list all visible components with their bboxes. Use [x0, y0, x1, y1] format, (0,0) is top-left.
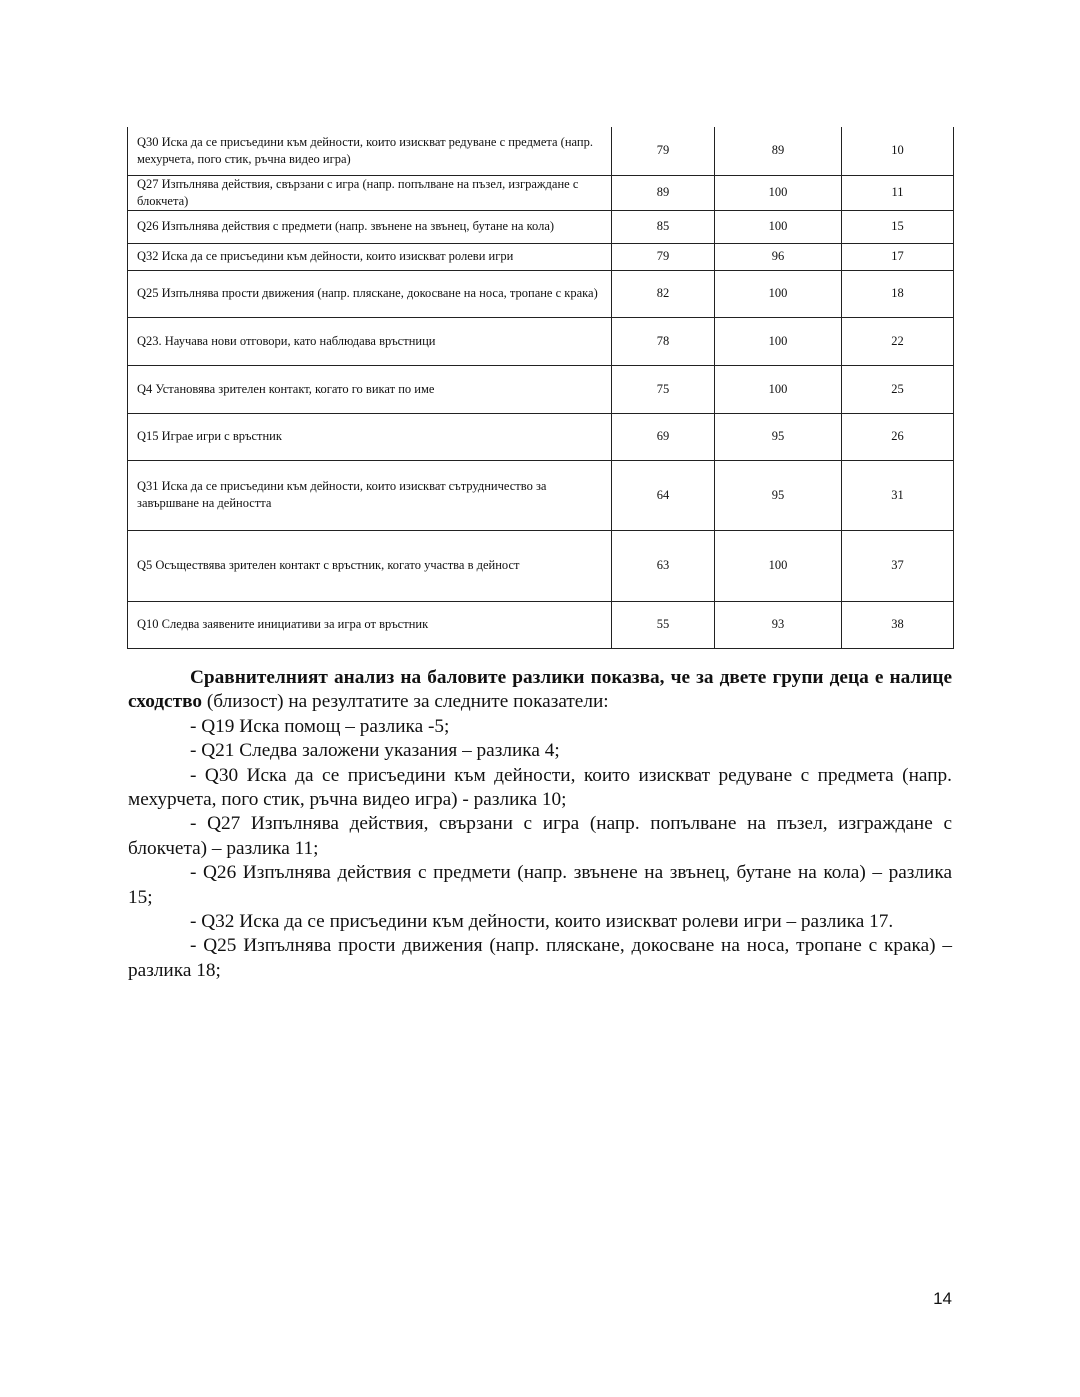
group1-score-cell: 75 — [612, 365, 715, 413]
intro-paragraph — [128, 666, 952, 715]
list-item: - Q25 Изпълнява прости движения (напр. пляскане, докосване на носа, тропане с крака) – разлика 18; — [128, 935, 952, 981]
question-cell: Q4 Установява зрителен контакт, когато го викат по име — [128, 365, 612, 413]
list-item: - Q21 Следва заложени указания – разлика 4; — [190, 740, 560, 762]
list-item: - Q26 Изпълнява действия с предмети (напр. звънене на звънец, бутане на кола) – разлика 15; — [128, 862, 952, 908]
difference-cell: 25 — [842, 365, 954, 413]
difference-cell: 22 — [842, 317, 954, 365]
difference-cell: 15 — [842, 210, 954, 243]
page-number: 14 — [933, 1289, 952, 1308]
difference-cell: 37 — [842, 530, 954, 601]
difference-cell: 31 — [842, 460, 954, 530]
table-row — [128, 530, 954, 601]
table-row — [128, 270, 954, 317]
group2-score-cell: 95 — [715, 413, 842, 460]
group2-score-cell: 95 — [715, 460, 842, 530]
question-cell: Q15 Играе игри с връстник — [128, 413, 612, 460]
group2-score-cell: 100 — [715, 270, 842, 317]
group1-score-cell: 64 — [612, 460, 715, 530]
question-cell: Q26 Изпълнява действия с предмети (напр. звънене на звънец, бутане на кола) — [128, 210, 612, 243]
group1-score-cell: 55 — [612, 601, 715, 648]
table-row — [128, 175, 954, 210]
group2-score-cell: 89 — [715, 127, 842, 175]
group1-score-cell: 69 — [612, 413, 715, 460]
difference-cell: 17 — [842, 243, 954, 270]
group2-score-cell: 100 — [715, 317, 842, 365]
list-item: - Q32 Иска да се присъедини към дейности, които изискват ролеви игри – разлика 17. — [190, 911, 894, 933]
table-row — [128, 243, 954, 270]
table-row — [128, 413, 954, 460]
table-row — [128, 460, 954, 530]
group1-score-cell: 63 — [612, 530, 715, 601]
group1-score-cell: 89 — [612, 175, 715, 210]
group2-score-cell: 100 — [715, 175, 842, 210]
table-row — [128, 127, 954, 175]
difference-cell: 11 — [842, 175, 954, 210]
list-item: - Q19 Иска помощ – разлика -5; — [190, 715, 450, 737]
question-cell: Q27 Изпълнява действия, свързани с игра (напр. попълване на пъзел, изграждане с блокчета) — [128, 175, 612, 210]
intro-rest: (близост) на резултатите за следните показатели: — [202, 691, 609, 713]
difference-cell: 26 — [842, 413, 954, 460]
question-cell: Q31 Иска да се присъедини към дейности, които изискват сътрудничество за завършване на дейността — [128, 460, 612, 530]
analysis-text — [128, 666, 952, 983]
group2-score-cell: 100 — [715, 530, 842, 601]
list-item: - Q30 Иска да се присъедини към дейности, които изискват редуване с предмета (напр. мехурчета, пого стик, ръчна видео игра) - разлика 10; — [128, 764, 952, 811]
table-row — [128, 601, 954, 648]
group2-score-cell: 96 — [715, 243, 842, 270]
table-row — [128, 317, 954, 365]
difference-cell: 38 — [842, 601, 954, 648]
group2-score-cell: 100 — [715, 365, 842, 413]
group1-score-cell: 79 — [612, 243, 715, 270]
question-cell: Q25 Изпълнява прости движения (напр. пляскане, докосване на носа, тропане с крака) — [128, 270, 612, 317]
group2-score-cell: 100 — [715, 210, 842, 243]
table-row — [128, 210, 954, 243]
group1-score-cell: 79 — [612, 127, 715, 175]
question-cell: Q32 Иска да се присъедини към дейности, които изискват ролеви игри — [128, 243, 612, 270]
difference-cell: 10 — [842, 127, 954, 175]
group1-score-cell: 85 — [612, 210, 715, 243]
question-cell: Q10 Следва заявените инициативи за игра от връстник — [128, 601, 612, 648]
group2-score-cell: 93 — [715, 601, 842, 648]
question-cell: Q30 Иска да се присъедини към дейности, които изискват редуване с предмета (напр. мехурчета, пого стик, ръчна видео игра) — [128, 127, 612, 175]
difference-cell: 18 — [842, 270, 954, 317]
list-item: - Q27 Изпълнява действия, свързани с игра (напр. попълване на пъзел, изграждане с блокчета) – разлика 11; — [128, 813, 952, 859]
question-cell: Q23. Научава нови отговори, като наблюдава връстници — [128, 317, 612, 365]
question-cell: Q5 Осъществява зрителен контакт с връстник, когато участва в дейност — [128, 530, 612, 601]
results-table — [127, 127, 954, 649]
group1-score-cell: 78 — [612, 317, 715, 365]
intro-bold-lead: Сравнителният анализ на баловите разлики показва, че за двете групи деца е налице сходство — [128, 667, 952, 713]
table-row — [128, 365, 954, 413]
group1-score-cell: 82 — [612, 270, 715, 317]
